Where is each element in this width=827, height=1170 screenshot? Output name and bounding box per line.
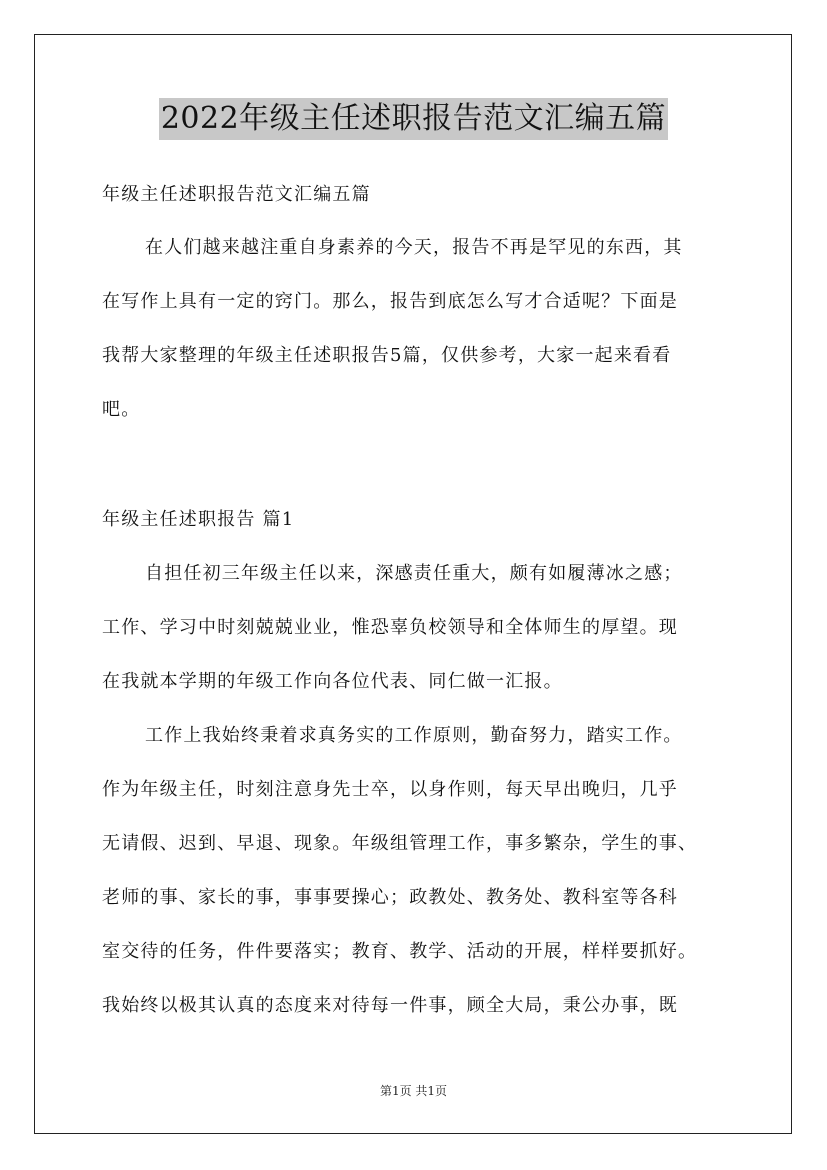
intro-line: 我帮大家整理的年级主任述职报告5篇，仅供参考，大家一起来看看 xyxy=(102,345,672,366)
intro-line: 吧。 xyxy=(102,399,141,420)
section-heading: 年级主任述职报告 篇1 xyxy=(102,509,295,530)
intro-line: 在写作上具有一定的窍门。那么，报告到底怎么写才合适呢？下面是 xyxy=(102,291,678,312)
document-title: 2022年级主任述职报告范文汇编五篇 xyxy=(159,98,668,140)
document-subtitle: 年级主任述职报告范文汇编五篇 xyxy=(102,184,371,205)
body-line: 在我就本学期的年级工作向各位代表、同仁做一汇报。 xyxy=(102,671,563,692)
body-line: 作为年级主任，时刻注意身先士卒，以身作则，每天早出晚归，几乎 xyxy=(102,779,678,800)
body-line: 自担任初三年级主任以来，深感责任重大，颇有如履薄冰之感； xyxy=(145,563,683,584)
page-footer: 第1页 共1页 xyxy=(379,1084,448,1098)
body-line: 工作、学习中时刻兢兢业业，惟恐辜负校领导和全体师生的厚望。现 xyxy=(102,617,678,638)
title-container xyxy=(0,98,827,140)
body-line: 工作上我始终秉着求真务实的工作原则，勤奋努力，踏实工作。 xyxy=(145,725,683,746)
body-line: 我始终以极其认真的态度来对待每一件事，顾全大局，秉公办事，既 xyxy=(102,995,678,1016)
body-line: 无请假、迟到、早退、现象。年级组管理工作，事多繁杂，学生的事、 xyxy=(102,833,698,854)
intro-line: 在人们越来越注重自身素养的今天，报告不再是罕见的东西，其 xyxy=(145,237,683,258)
body-line: 室交待的任务，件件要落实；教育、教学、活动的开展，样样要抓好。 xyxy=(102,941,698,962)
body-line: 老师的事、家长的事，事事要操心；政教处、教务处、教科室等各科 xyxy=(102,887,678,908)
